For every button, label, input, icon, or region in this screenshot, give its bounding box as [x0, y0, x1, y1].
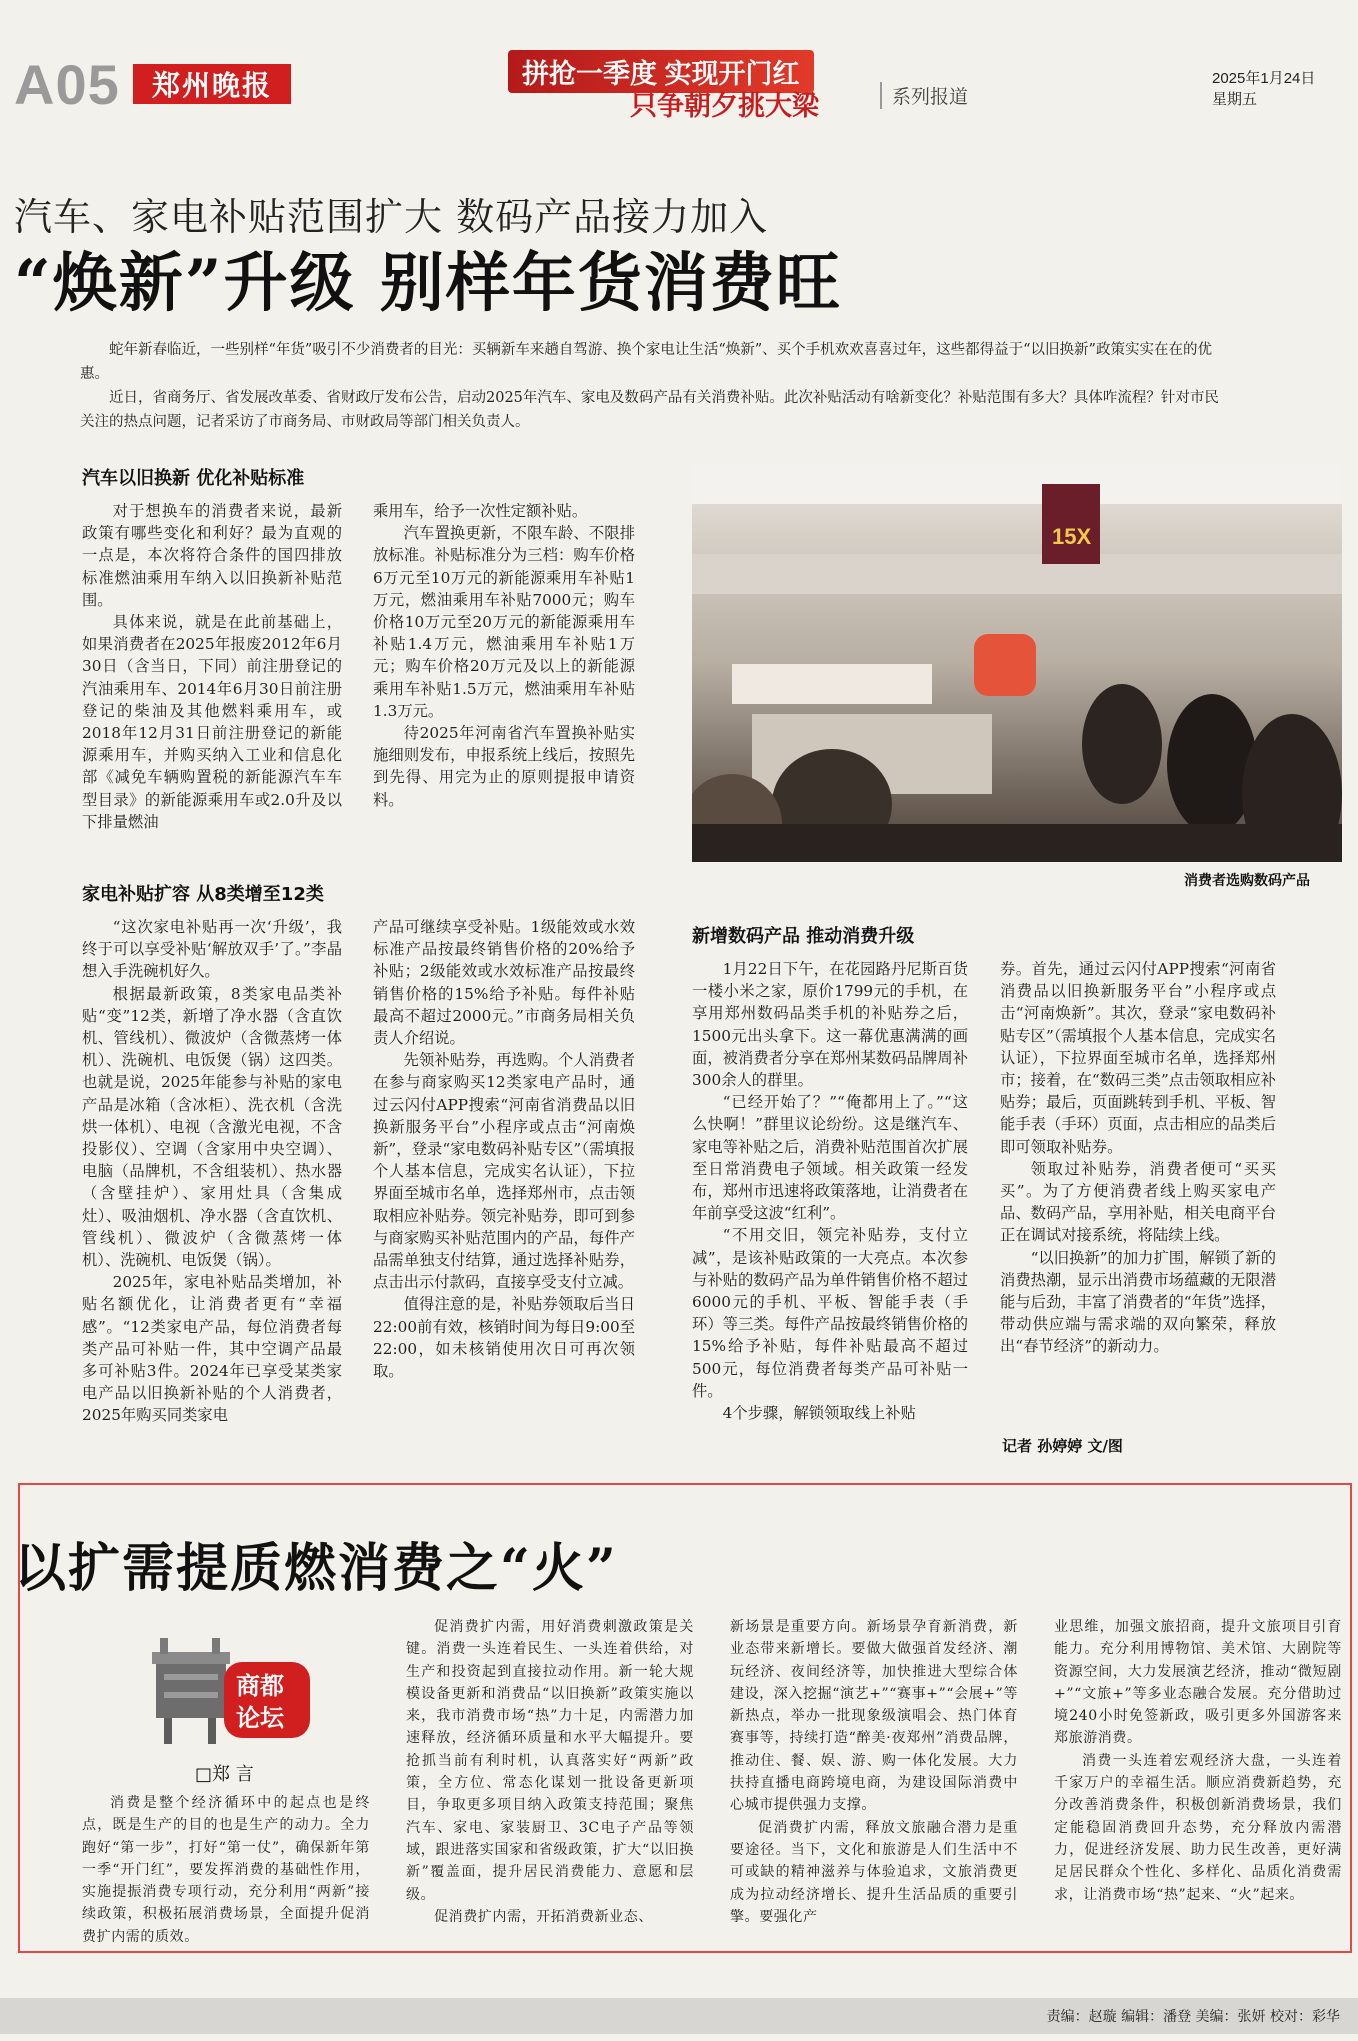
lead-paragraph-2: 近日，省商务厅、省发展改革委、省财政厅发布公告，启动2025年汽车、家电及数码产品有关消费补贴。此次补贴活动有啥新变化？补贴范围有多大？具体咋流程？针对市民关注的热点问题，记者采访了市商务局、市财政局等部门相关负责人。 [80, 390, 1219, 430]
series-label: 系列报道 [880, 82, 968, 109]
forum-column-4 [1054, 1616, 1342, 1906]
forum-column-2 [406, 1616, 694, 1928]
paragraph: 产品可继续享受补贴。1级能效或水效标准产品按最终销售价格的20%给予补贴；2级能效或水效标准产品按最终销售价格的15%给予补贴。每件补贴最高不超过2000元。”市商务局相关负责人介绍说。 [373, 918, 635, 1048]
paragraph: 值得注意的是，补贴券领取后当日22:00前有效，核销时间为每日9:00至22:00，如未核销使用次日可再次领取。 [373, 1295, 635, 1381]
paragraph: 待2025年河南省汽车置换补贴实施细则发布，申报系统上线后，按照先到先得、用完为止的原则提报申请资料。 [373, 724, 635, 809]
logo-line-2: 论坛 [236, 1704, 284, 1732]
lead-paragraph-1: 蛇年新春临近，一些别样“年货”吸引不少消费者的目光：买辆新车来趟自驾游、换个家电让生活“焕新”、买个手机欢欢喜喜过年，这些都得益于“以旧换新”政策实实在在的优惠。 [80, 342, 1212, 382]
store-photo [692, 464, 1342, 862]
paragraph: 促消费扩内需，释放文旅融合潜力是重要途径。当下，文化和旅游是人们生活中不可或缺的精神滋养与体验追求，文旅消费更成为拉动经济增长、提升生活品质的重要引擎。要强化产 [730, 1819, 1018, 1925]
logo-line-1: 商都 [236, 1672, 284, 1700]
issue-date [1212, 68, 1315, 110]
forum-logo [150, 1632, 320, 1752]
forum-author: □郑 言 [195, 1764, 254, 1785]
paragraph: 消费是整个经济循环中的起点也是终点，既是生产的目的也是生产的动力。全力跑好“第一步”，打好“第一仗”，确保新年第一季“开门红”，要发挥消费的基础性作用，实施提振消费专项行动，充分利用“两新”接续政策，积极拓展消费场景，全面提升促消费扩内需的质效。 [82, 1795, 370, 1945]
footer-credits: 责编：赵璇 编辑：潘登 美编：张妍 校对：彩华 [1046, 2009, 1340, 2025]
paragraph: 券。首先，通过云闪付APP搜索“河南省消费品以旧换新服务平台”小程序或点击“河南焕新”。其次，登录“家电数码补贴专区”（需填报个人基本信息，完成实名认证），下拉界面至城市名单，选择郑州市；接着，在“数码三类”点击领取相应补贴券；最后，页面跳转到手机、平板、智能手表（手环）页面，点击相应的品类后即可领取补贴券。 [1000, 960, 1276, 1156]
paragraph: 领取过补贴券，消费者便可“买买买”。为了方便消费者线上购买家电产品、数码产品，享用补贴，相关电商平台正在调试对接系统，将陆续上线。 [1000, 1159, 1276, 1245]
photo-sign-text: 15X [1052, 524, 1092, 549]
paragraph: 促消费扩内需，用好消费刺激政策是关键。消费一头连着民生、一头连着供给，对生产和投资起到直接拉动作用。新一轮大规模设备更新和消费品“以旧换新”政策实施以来，我市消费市场“热”力十足，内需潜力加速释放，经济循环质量和水平大幅提升。要抢抓当前有利时机，认真落实好“两新”政策，全方位、常态化谋划一批设备更新项目，争取更多项目纳入政策支持范围；聚焦汽车、家电、家装厨卫、3C电子产品等领域，跟进落实国家和省级政策，扩大“以旧换新”覆盖面，提升居民消费能力、意愿和层级。 [406, 1619, 694, 1903]
section2-column-2 [373, 916, 635, 1382]
section1-column-2 [373, 500, 635, 811]
masthead-logo: 郑州晚报 [133, 64, 291, 104]
paragraph: 促消费扩内需，开拓消费新业态、 [434, 1908, 653, 1925]
date-text: 2025年1月24日 [1212, 70, 1316, 87]
paragraph: 1月22日下午，在花园路丹尼斯百货一楼小米之家，原价1799元的手机，在享用郑州数码品类手机的补贴券之后，1500元出头拿下。这一幕优惠满满的画面，被消费者分享在郑州某数码品牌周补300余人的群里。 [692, 960, 968, 1090]
section-title-appliances: 家电补贴扩容 从8类增至12类 [82, 884, 324, 905]
weekday-text: 星期五 [1212, 91, 1258, 108]
paragraph: “这次家电补贴再一次‘升级’，我终于可以享受补贴‘解放双手’了。”李晶想入手洗碗机好久。 [82, 918, 342, 981]
paragraph: 汽车置换更新，不限车龄、不限排放标准。补贴标准分为三档：购车价格6万元至10万元的新能源乘用车补贴1万元，燃油乘用车补贴7000元；购车价格10万元至20万元的新能源乘用车补贴1.4万元，燃油乘用车补贴1万元；购车价格20万元及以上的新能源乘用车补贴1.5万元，燃油乘用车补贴1.3万元。 [373, 524, 635, 720]
section-title-digital: 新增数码产品 推动消费升级 [692, 926, 915, 947]
paragraph: 具体来说，就是在此前基础上，如果消费者在2025年报废2012年6月30日（含当日，下同）前注册登记的汽油乘用车、2014年6月30日前注册登记的柴油及其他燃料乘用车，或2018年12月31日前注册登记的新能源乘用车，并购买纳入工业和信息化部《减免车辆购置税的新能源汽车车型目录》的新能源乘用车或2.0升及以下排量燃油 [82, 613, 342, 831]
article-subhead: 汽车、家电补贴范围扩大 数码产品接力加入 [14, 195, 769, 239]
paragraph: 业思维，加强文旅招商，提升文旅项目引育能力。充分利用博物馆、美术馆、大剧院等资源空间，大力发展演艺经济，推动“微短剧+”“文旅+”等多业态融合发展。充分借助过境240小时免签新政，吸引更多外国游客来郑旅游消费。 [1054, 1619, 1342, 1747]
forum-title: 以扩需提质燃消费之“火” [14, 1538, 618, 1599]
forum-column-3 [730, 1616, 1018, 1928]
photo-illustration [692, 464, 1342, 862]
section-title-cars: 汽车以旧换新 优化补贴标准 [82, 468, 305, 489]
article-byline: 记者 孙婷婷 文/图 [1002, 1437, 1123, 1455]
paragraph: “以旧换新”的加力扩围，解锁了新的消费热潮，显示出消费市场蕴藏的无限潜能与后劲，丰富了消费者的“年货”选择，带动供应端与需求端的双向繁荣，释放出“春节经济”的新动力。 [1000, 1248, 1276, 1356]
section3-column-1 [692, 958, 968, 1424]
paragraph: 消费一头连着宏观经济大盘，一头连着千家万户的幸福生活。顺应消费新趋势，充分改善消费条件，积极创新消费场景，我们定能稳固消费回升态势，充分释放内需潜力，促进经济发展、助力民生改善，更好满足居民群众个性化、多样化、品质化消费需求，让消费市场“热”起来、“火”起来。 [1054, 1752, 1342, 1903]
photo-caption: 消费者选购数码产品 [1184, 873, 1310, 889]
paragraph: 新场景是重要方向。新场景孕育新消费，新业态带来新增长。要做大做强首发经济、潮玩经济、夜间经济等，加快推进大型综合体建设，深入挖掘“演艺+”“赛事+”“会展+”等新热点，举办一批现象级演唱会、热门体育赛事等，持续打造“醉美·夜郑州”消费品牌，推动住、餐、娱、游、购一体化发展。大力扶持直播电商跨境电商，为建设国际消费中心城市提供强力支撑。 [730, 1619, 1018, 1814]
paragraph: 根据最新政策，8类家电品类补贴“变”12类，新增了净水器（含直饮机、管线机）、微波炉（含微蒸烤一体机）、洗碗机、电饭煲（锅）这四类。也就是说，2025年能参与补贴的家电产品是冰箱（含冰柜）、洗衣机（含洗烘一体机）、电视（含激光电视，不含投影仪）、空调（含家用中央空调）、电脑（品牌机，不含组装机）、热水器（含壁挂炉）、家用灶具（含集成灶）、吸油烟机、净水器（含直饮机、管线机）、微波炉（含微蒸烤一体机）、洗碗机、电饭煲（锅）。 [82, 984, 342, 1270]
paragraph: “不用交旧，领完补贴券，支付立减”，是该补贴政策的一大亮点。本次参与补贴的数码产品为单件销售价格不超过6000元的手机、平板、智能手表（手环）等三类。每件产品按最终销售价格的15%给予补贴，每件补贴最高不超过500元，每位消费者每类产品可补贴一件。 [692, 1226, 968, 1400]
article-headline: “焕新”升级 别样年货消费旺 [14, 246, 842, 321]
paragraph: 先领补贴券，再选购。个人消费者在参与商家购买12类家电产品时，通过云闪付APP搜索“河南省消费品以旧换新服务平台”小程序或点击“河南焕新”，登录“家电数码补贴专区”（需填报个人基本信息，完成实名认证），下拉界面至城市名单，选择郑州市，点击领取相应补贴券。领完补贴券，即可到参与商家购买补贴范围内的产品，每件产品需单独支付结算，通过选择补贴券，点击出示付款码，直接享受支付立减。 [373, 1051, 635, 1292]
series-banner [470, 50, 870, 121]
paragraph: 4个步骤，解锁领取线上补贴 [722, 1404, 916, 1423]
paragraph: “已经开始了？”“俺都用上了。”“这么快啊！”群里议论纷纷。这是继汽车、家电等补贴之后，消费补贴范围首次扩展至日常消费电子领域。相关政策一经发布，郑州市迅速将政策落地，让消费者在年前享受这波“红利”。 [692, 1093, 968, 1223]
forum-column-1 [82, 1792, 370, 1948]
paragraph: 2025年，家电补贴品类增加，补贴名额优化，让消费者更有“幸福感”。“12类家电产品，每位消费者每类产品可补贴一件，其中空调产品最多可补贴3件。2024年已享受某类家电产品以旧换新补贴的个人消费者，2025年购买同类家电 [82, 1273, 342, 1425]
section3-column-2 [1000, 958, 1276, 1358]
bronze-vessel-icon [150, 1632, 320, 1752]
banner-line-1: 拼抢一季度 实现开门红 [508, 50, 814, 93]
page-number: A05 [14, 53, 120, 116]
paragraph: 对于想换车的消费者来说，最新政策有哪些变化和利好？最为直观的一点是，本次将符合条件的国四排放标准燃油乘用车纳入以旧换新补贴范围。 [82, 502, 342, 609]
banner-line-2: 只争朝夕挑大梁 [630, 91, 819, 121]
paragraph: 乘用车，给予一次性定额补贴。 [373, 502, 588, 520]
section2-column-1 [82, 916, 342, 1427]
section1-column-1 [82, 500, 342, 833]
